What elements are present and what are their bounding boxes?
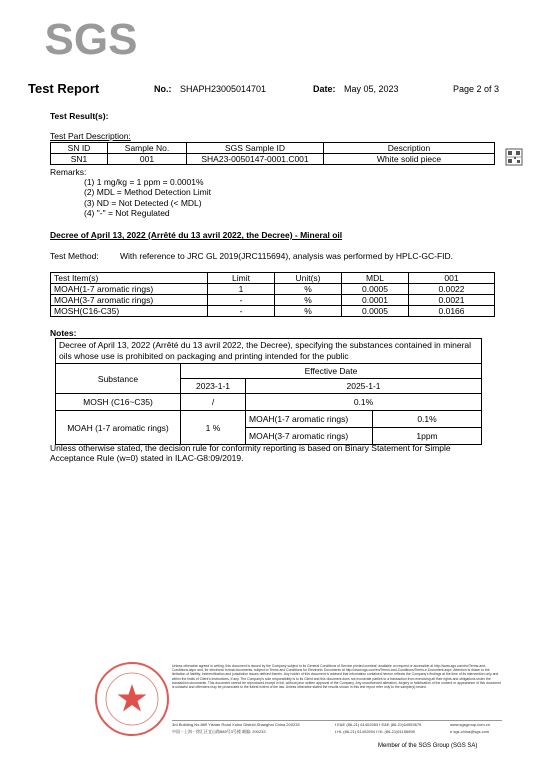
header-cell: Unit(s) bbox=[275, 273, 342, 284]
results-table bbox=[50, 272, 495, 317]
member-note: Member of the SGS Group (SGS SA) bbox=[378, 743, 478, 749]
header-cell: 001 bbox=[409, 273, 495, 284]
company-seal-icon bbox=[93, 660, 171, 738]
table-row bbox=[51, 306, 495, 317]
cell: 0.0021 bbox=[409, 295, 495, 306]
decision-rule: Unless otherwise stated, the decision rule for conformity reporting is based on Binary Statement for Simple Acceptance Rule (w=0) stated in ILAC-G8:09/2019. bbox=[50, 443, 451, 464]
cell: White solid piece bbox=[324, 154, 495, 165]
list-item: (3) ND = Not Detected (< MDL) bbox=[84, 197, 202, 208]
remarks-label: Remarks: bbox=[50, 167, 87, 177]
cell: 0.0166 bbox=[409, 306, 495, 317]
cell: MOAH(3-7 aromatic rings) bbox=[51, 295, 208, 306]
date-2025-header: 2025-1-1 bbox=[246, 379, 482, 394]
list-item: (1) 1 mg/kg = 1 ppm = 0.0001% bbox=[84, 177, 204, 187]
report-title: Test Report bbox=[28, 81, 100, 96]
table-row bbox=[56, 339, 482, 364]
notes-label: Notes: bbox=[50, 328, 77, 338]
header-cell: MDL bbox=[342, 273, 409, 284]
cell: 0.0005 bbox=[342, 284, 409, 295]
header-cell: Description bbox=[324, 143, 495, 154]
cell: 0.0022 bbox=[409, 284, 495, 295]
notes-intro: Decree of April 13, 2022 (Arrêté du 13 avril 2022, the Decree), specifying the substances contained in mineral oils whose use is prohibited on packaging and printing intended for the public bbox=[56, 339, 482, 364]
cell: 1 bbox=[208, 284, 275, 295]
cell: 0.1% bbox=[373, 411, 482, 428]
cell: MOAH(1-7 aromatic rings) bbox=[246, 411, 373, 428]
table-row bbox=[56, 394, 482, 411]
results-heading: Test Result(s): bbox=[50, 111, 109, 121]
date-label: Date: bbox=[313, 84, 336, 94]
cell: - bbox=[208, 306, 275, 317]
table-row bbox=[51, 295, 495, 306]
header-cell: Test Item(s) bbox=[51, 273, 208, 284]
tel-ee: t E&E (86-21) 61402553 f E&E (86-21)64953679 bbox=[335, 722, 422, 727]
qr-code-icon bbox=[505, 148, 523, 166]
cell: % bbox=[275, 295, 342, 306]
date-value: May 05, 2023 bbox=[344, 84, 399, 94]
list-item: (4) "-" = Not Regulated bbox=[84, 208, 170, 219]
cell: 0.1% bbox=[246, 394, 482, 411]
cell: - bbox=[208, 295, 275, 306]
effective-date-header: Effective Date bbox=[181, 364, 482, 379]
page-number: Page 2 of 3 bbox=[453, 84, 500, 94]
method-text: With reference to JRC GL 2019(JRC115694), analysis was performed by HPLC-GC-FID. bbox=[120, 251, 454, 261]
method-label: Test Method: bbox=[50, 251, 99, 261]
email-link[interactable]: e sgs.china@sgs.com bbox=[450, 729, 490, 734]
decree-title: Decree of April 13, 2022 (Arrêté du 13 avril 2022, the Decree) - Mineral oil bbox=[50, 230, 343, 240]
cell: 1 % bbox=[181, 411, 246, 445]
table-row bbox=[51, 284, 495, 295]
table-row bbox=[56, 411, 482, 428]
cell: SHA23-0050147-0001.C001 bbox=[187, 154, 324, 165]
cell: MOSH(C16-C35) bbox=[51, 306, 208, 317]
notes-table bbox=[55, 338, 482, 445]
cell: MOSH (C16~C35) bbox=[56, 394, 181, 411]
date-2023-header: 2023-1-1 bbox=[181, 379, 246, 394]
tel-hl: t HL (86-21) 61402594 f HL (86-21)61156899 bbox=[335, 729, 415, 734]
cell: MOAH(3-7 aromatic rings) bbox=[246, 428, 373, 445]
footer-divider bbox=[172, 720, 502, 721]
header-cell: SN ID bbox=[51, 143, 108, 154]
address-en: 3rd Building,No.889 Yishan Road Xuhui District,Shanghai China 200233 bbox=[172, 722, 300, 727]
report-no-value: SHAPH23005014701 bbox=[180, 84, 267, 94]
list-item: (2) MDL = Method Detection Limit bbox=[84, 187, 211, 198]
table-row bbox=[51, 154, 495, 165]
cell: 1ppm bbox=[373, 428, 482, 445]
footer-disclaimer: Unless otherwise agreed in writing, this document is issued by the Company subject to its General Conditions of Service printed overleaf, available on request or accessible at http://www.sgs.com/en/Terms-and-Conditions.aspx and, for electronic format documents, subject to Terms and Conditions for Electronic Documents at http://www.sgs.com/en/Terms-and-Conditions/Terms-e-Document.aspx. Attention is drawn to the limitation of liability, indemnification and jurisdiction issues defined therein. Any holder of this document is advised that information contained hereon reflects the Company's findings at the time of its intervention only and within the limits of Client's instructions, if any. The Company's sole responsibility is to its Client and this document does not exonerate parties to a transaction from exercising all their rights and obligations under the transaction documents. This document cannot be reproduced except in full, without prior written approval of the Company. Any unauthorized alteration, forgery or falsification of the content or appearance of this document is unlawful and offenders may be prosecuted to the fullest extent of the law. Unless otherwise stated the results shown in this test report refer only to the sample(s) tested. bbox=[172, 664, 501, 690]
table-header-row bbox=[51, 273, 495, 284]
logo-text: SGS bbox=[44, 15, 138, 64]
cell: SN1 bbox=[51, 154, 108, 165]
sgs-logo bbox=[44, 14, 138, 64]
report-no-label: No.: bbox=[154, 84, 172, 94]
cell: 0.0001 bbox=[342, 295, 409, 306]
cell: 0.0005 bbox=[342, 306, 409, 317]
cell: 001 bbox=[108, 154, 187, 165]
cell: % bbox=[275, 284, 342, 295]
header-cell: Sample No. bbox=[108, 143, 187, 154]
table-row bbox=[56, 364, 482, 379]
part-desc-table bbox=[50, 142, 495, 165]
cell: MOAH(1-7 aromatic rings) bbox=[51, 284, 208, 295]
website-link[interactable]: www.sgsgroup.com.cn bbox=[450, 722, 491, 727]
cell: MOAH (1-7 aromatic rings) bbox=[56, 411, 181, 445]
header-cell: Limit bbox=[208, 273, 275, 284]
substance-header: Substance bbox=[56, 364, 181, 394]
remarks-list bbox=[84, 177, 211, 219]
header-cell: SGS Sample ID bbox=[187, 143, 324, 154]
address-cn: 中国・上海・徐汇区宜山路889号3号楼 邮编: 200233 bbox=[172, 729, 266, 734]
cell: % bbox=[275, 306, 342, 317]
table-header-row bbox=[51, 143, 495, 154]
cell: / bbox=[181, 394, 246, 411]
part-desc-label: Test Part Description: bbox=[50, 131, 131, 141]
